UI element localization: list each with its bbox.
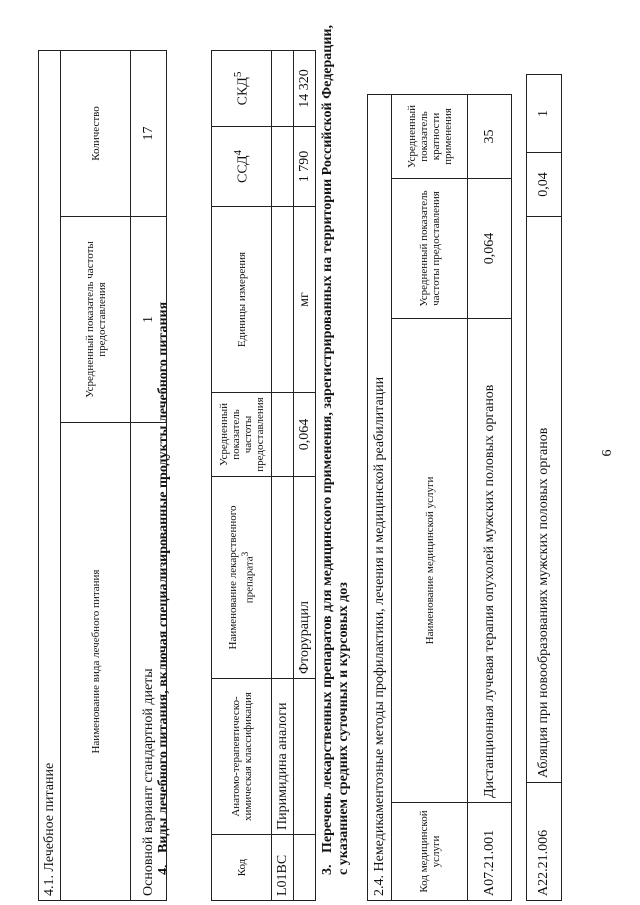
- drugs-table: [211, 50, 316, 901]
- header-quantity: Количество: [61, 51, 131, 217]
- frequency-cell: 0,064: [294, 393, 316, 477]
- section-3-heading: [320, 25, 352, 875]
- section-2-4-table: [367, 94, 512, 901]
- section-3-number: 3.: [320, 864, 335, 875]
- header-skd: [212, 51, 272, 127]
- header-drug: [212, 477, 272, 679]
- header-name: Наименование вида лечебного питания: [61, 423, 131, 901]
- diet-name-cell: Основной вариант стандартной диеты: [131, 423, 167, 901]
- header-frequency: Усредненный показатель частоты предоставления: [392, 179, 468, 319]
- table-header-row: [392, 94, 468, 900]
- header-code: Код: [212, 835, 272, 901]
- header-multiplicity: Усредненный показатель кратности применения: [392, 94, 468, 178]
- section-4-heading-text: Виды лечебного питания, включая специализированные продукты лечебного питания: [156, 301, 171, 853]
- table-row: [527, 75, 562, 901]
- table-row: [468, 94, 512, 900]
- table-header-row: [61, 51, 131, 901]
- frequency-cell: 1: [131, 217, 167, 423]
- header-frequency: Усредненный показатель частоты предоставления: [61, 217, 131, 423]
- header-atc: Анатомо-терапевтическо-химическая классификация: [212, 679, 272, 835]
- page-number: 6: [600, 449, 615, 457]
- table-group-row: [272, 51, 294, 901]
- table-title-row: [368, 94, 392, 900]
- table-row: [294, 51, 316, 901]
- group-code-cell: L01BC: [272, 835, 294, 901]
- service-code-cell: A22.21.006: [527, 783, 562, 901]
- table-header-row: [212, 51, 272, 901]
- footnote-mark: 5: [232, 71, 245, 78]
- skd-cell: 14 320: [294, 51, 316, 127]
- header-skd-text: СКД: [235, 77, 251, 106]
- section-2-4-title: 2.4. Немедикаментозные методы профилактики, лечения и медицинской реабилитации: [368, 94, 392, 900]
- ssd-cell: 1 790: [294, 127, 316, 207]
- section-4-number: 4.: [156, 864, 171, 875]
- header-frequency: Усредненный показатель частоты предоставления: [212, 393, 272, 477]
- quantity-cell: 17: [131, 51, 167, 217]
- header-drug-text: Наименование лекарственного препарата: [227, 505, 256, 650]
- header-ssd: [212, 127, 272, 207]
- frequency-cell: 0,04: [527, 153, 562, 217]
- header-code: Код медицинской услуги: [392, 803, 468, 901]
- header-unit: Единицы измерения: [212, 207, 272, 393]
- footnote-mark: 4: [232, 149, 245, 156]
- header-name: Наименование медицинской услуги: [392, 319, 468, 803]
- section-4-subtitle: 4.1. Лечебное питание: [39, 51, 61, 901]
- service-name-cell: Дистанционная лучевая терапия опухолей мужских половых органов: [468, 319, 512, 803]
- ablation-table: [526, 74, 562, 901]
- table-row: [131, 51, 167, 901]
- multiplicity-cell: 35: [468, 94, 512, 178]
- unit-cell: мг: [294, 207, 316, 393]
- service-name-cell: Абляция при новообразованиях мужских половых органов: [527, 217, 562, 783]
- frequency-cell: 0,064: [468, 179, 512, 319]
- footnote-mark: 3: [240, 551, 251, 557]
- section-3-heading-text: Перечень лекарственных препаратов для медицинского применения, зарегистрированных на территории Российской Федерации, с указанием средних суточных и курсовых доз: [320, 25, 351, 875]
- drug-name-cell: Фторурацил: [294, 477, 316, 679]
- multiplicity-cell: 1: [527, 75, 562, 153]
- service-code-cell: A07.21.001: [468, 803, 512, 901]
- nutrition-table: [38, 50, 167, 901]
- group-atc-cell: Пиримидина аналоги: [272, 679, 294, 835]
- header-ssd-text: ССД: [235, 155, 251, 184]
- table-title-row: [39, 51, 61, 901]
